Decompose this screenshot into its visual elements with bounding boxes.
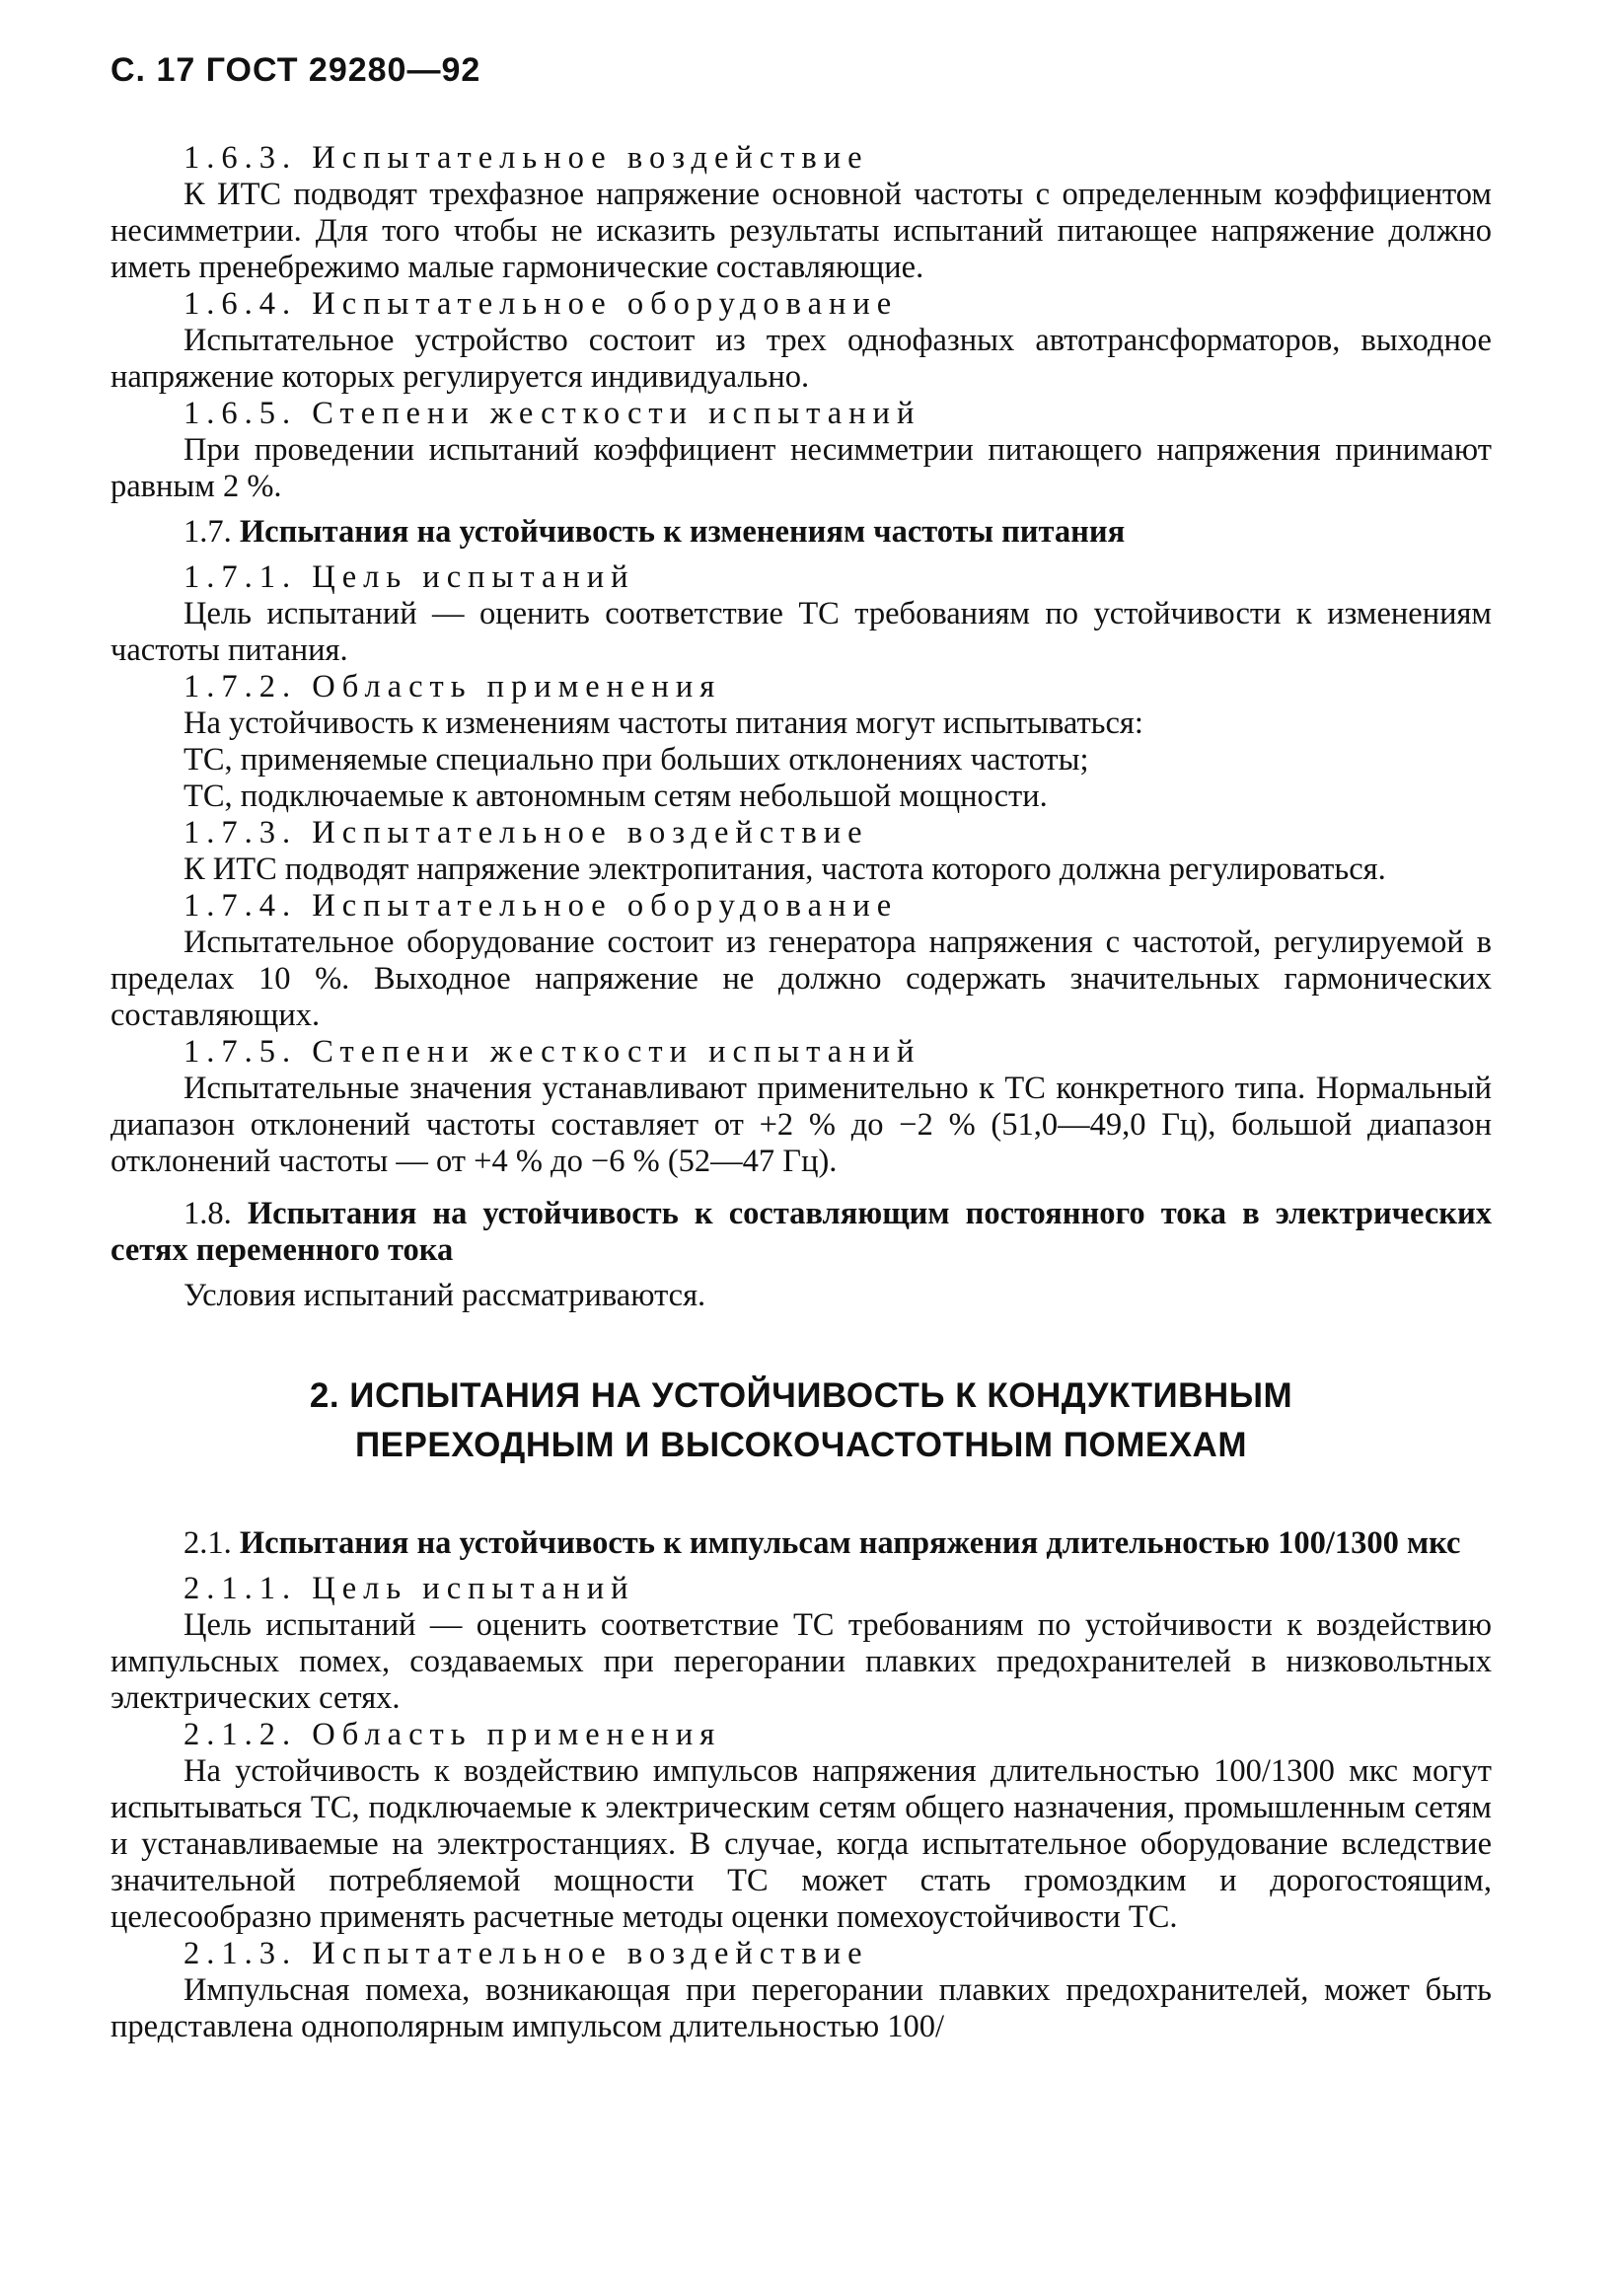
section-heading-2-1 — [110, 1525, 1492, 1562]
document-body — [110, 140, 1492, 2045]
page-header: С. 17 ГОСТ 29280—92 — [110, 51, 481, 89]
paragraph-2-1-3: Импульсная помеха, возникающая при перегорании плавких предохранителей, может быть представлена однополярным импульсом длительностью 100/ — [110, 1972, 1492, 2044]
subsection-heading-2-1-2: 2.1.2. Область применения — [184, 1717, 722, 1752]
section-heading-1-7 — [110, 514, 1492, 551]
paragraph-1-7-4: Испытательное оборудование состоит из генератора напряжения с частотой, регулируемой в пределах 10 %. Выходное напряжение не должно содержать значительных гармонических составляющих. — [110, 925, 1492, 1033]
paragraph-1-7-1: Цель испытаний — оценить соответствие ТС требованиям по устойчивости к изменениям частоты питания. — [110, 596, 1492, 668]
subsection-heading-2-1-3: 2.1.3. Испытательное воздействие — [184, 1936, 869, 1971]
subsection-heading-1-7-4: 1.7.4. Испытательное оборудование — [184, 888, 899, 924]
subsection-heading-1-6-3: 1.6.3. Испытательное воздействие — [184, 140, 869, 176]
subsection-heading-1-7-1: 1.7.1. Цель испытаний — [184, 559, 635, 595]
section-number-1-8: 1.8. — [184, 1196, 232, 1231]
subsection-heading-1-6-5: 1.6.5. Степени жесткости испытаний — [184, 396, 921, 431]
chapter-title-2 — [110, 1371, 1492, 1470]
paragraph-1-7-2-b: ТС, применяемые специально при больших отклонениях частоты; — [184, 742, 1089, 778]
subsection-heading-1-7-2: 1.7.2. Область применения — [184, 669, 722, 704]
section-number-1-7: 1.7. — [184, 514, 232, 550]
section-title-2-1: Испытания на устойчивость к импульсам напряжения длительностью 100/1300 мкс — [239, 1525, 1461, 1561]
paragraph-1-8: Условия испытаний рассматриваются. — [184, 1278, 706, 1313]
paragraph-1-7-2-a: На устойчивость к изменениям частоты питания могут испытываться: — [184, 705, 1143, 741]
paragraph-2-1-1: Цель испытаний — оценить соответствие ТС требованиям по устойчивости к воздействию импульсных помех, создаваемых при перегорании плавких предохранителей в низковольтных электрических сетях. — [110, 1607, 1492, 1716]
paragraph-1-6-5: При проведении испытаний коэффициент несимметрии питающего напряжения принимают равным 2 %. — [110, 432, 1492, 504]
paragraph-1-6-3: К ИТС подводят трехфазное напряжение основной частоты с определенным коэффициентом несимметрии. Для того чтобы не исказить результаты испытаний питающее напряжение должно иметь пренебрежимо малые гармонические составляющие. — [110, 177, 1492, 285]
subsection-heading-2-1-1: 2.1.1. Цель испытаний — [184, 1571, 635, 1606]
paragraph-2-1-2: На устойчивость к воздействию импульсов напряжения длительностью 100/1300 мкс могут испытываться ТС, подключаемые к электрическим сетям общего назначения, промышленным сетям и устанавливаемые на электростанциях. В случае, когда испытательное оборудование вследствие значительной потребляемой мощности ТС может стать громоздким и дорогостоящим, целесообразно применять расчетные методы оценки помехоустойчивости ТС. — [110, 1753, 1492, 1935]
paragraph-1-7-3: К ИТС подводят напряжение электропитания, частота которого должна регулироваться. — [184, 852, 1386, 887]
subsection-heading-1-7-3: 1.7.3. Испытательное воздействие — [184, 815, 869, 851]
section-title-1-7: Испытания на устойчивость к изменениям частоты питания — [239, 514, 1126, 550]
subsection-heading-1-6-4: 1.6.4. Испытательное оборудование — [184, 286, 899, 322]
chapter-title-2-line-1: 2. ИСПЫТАНИЯ НА УСТОЙЧИВОСТЬ К КОНДУКТИВНЫМ — [309, 1376, 1293, 1415]
paragraph-1-6-4: Испытательное устройство состоит из трех однофазных автотрансформаторов, выходное напряжение которых регулируется индивидуально. — [110, 323, 1492, 395]
paragraph-1-7-5: Испытательные значения устанавливают применительно к ТС конкретного типа. Нормальный диапазон отклонений частоты составляет от +2 % до −2 % (51,0—49,0 Гц), большой диапазон отклонений частоты — от +4 % до −6 % (52—47 Гц). — [110, 1071, 1492, 1179]
chapter-title-2-line-2: ПЕРЕХОДНЫМ И ВЫСОКОЧАСТОТНЫМ ПОМЕХАМ — [355, 1426, 1247, 1464]
section-heading-1-8 — [110, 1196, 1492, 1269]
section-title-1-8: Испытания на устойчивость к составляющим постоянного тока в электрических сетях переменного тока — [110, 1196, 1492, 1268]
paragraph-1-7-2-c: ТС, подключаемые к автономным сетям небольшой мощности. — [184, 778, 1048, 814]
section-number-2-1: 2.1. — [184, 1525, 232, 1561]
subsection-heading-1-7-5: 1.7.5. Степени жесткости испытаний — [184, 1034, 921, 1070]
